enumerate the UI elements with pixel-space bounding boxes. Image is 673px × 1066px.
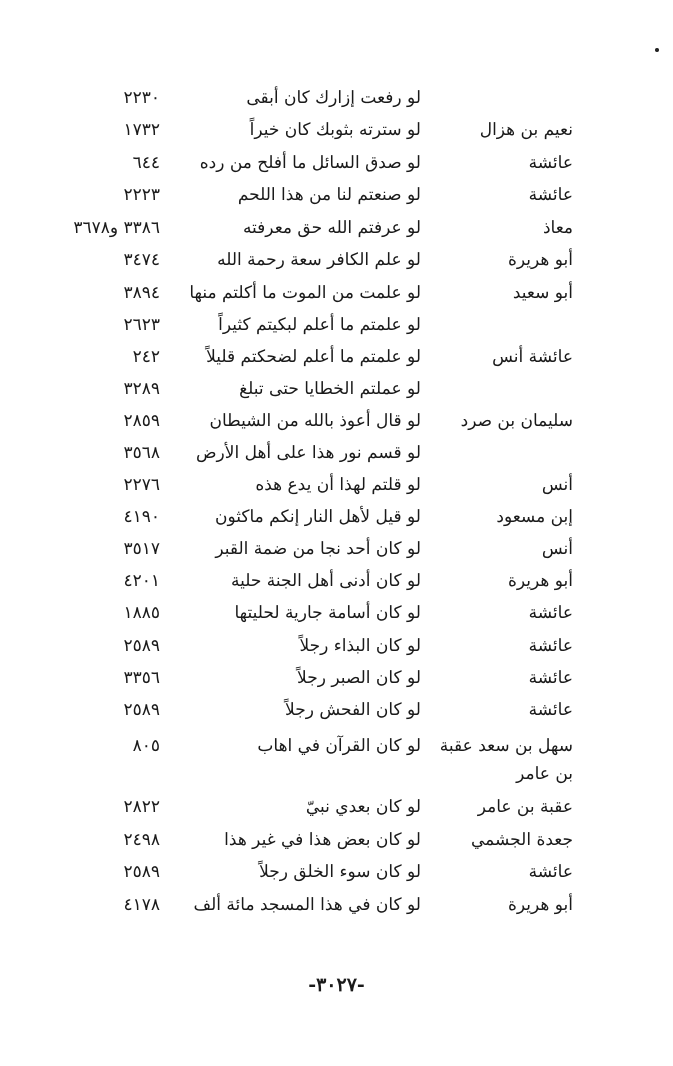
narrator-name: عائشة — [528, 636, 573, 656]
hadith-number: ٣٣٨٦ و٣٦٧٨ — [73, 218, 160, 238]
index-row — [0, 277, 673, 309]
narrator-name: أبو سعيد — [512, 283, 573, 303]
index-row — [0, 114, 673, 146]
hadith-text: لو عملتم الخطايا حتى تبلغ — [239, 379, 421, 399]
index-row — [0, 82, 673, 114]
narrator-name: معاذ — [542, 218, 573, 238]
index-row — [0, 856, 673, 888]
hadith-text: لو كان بعض هذا في غير هذا — [224, 830, 421, 850]
narrator-continuation: بن عامر — [516, 764, 573, 784]
margin-dot — [655, 48, 659, 52]
index-row — [0, 791, 673, 823]
index-row — [0, 147, 673, 179]
hadith-text: لو علمتم ما أعلم لضحكتم قليلاً — [206, 347, 421, 367]
hadith-text: لو كان أحد نجا من ضمة القبر — [215, 539, 421, 559]
hadith-text: لو كان أدنى أهل الجنة حلية — [231, 571, 421, 591]
index-row — [0, 469, 673, 501]
hadith-text: لو كان الصبر رجلاً — [297, 668, 421, 688]
hadith-text: لو سترته بثوبك كان خيراً — [249, 120, 421, 140]
hadith-text: لو علمتم ما أعلم لبكيتم كثيراً — [218, 315, 421, 335]
narrator-name: عائشة — [528, 603, 573, 623]
narrator-name: جعدة الجشمي — [471, 830, 573, 850]
index-row — [0, 501, 673, 533]
hadith-number: ٢٦٢٣ — [123, 315, 160, 335]
index-row — [0, 824, 673, 856]
hadith-text: لو عرفتم الله حق معرفته — [242, 218, 421, 238]
hadith-number: ٢٢٢٣ — [123, 185, 160, 205]
hadith-number: ١٨٨٥ — [123, 603, 160, 623]
hadith-text: لو كان سوء الخلق رجلاً — [259, 862, 421, 882]
narrator-name: عائشة — [528, 185, 573, 205]
hadith-number: ٣٤٧٤ — [123, 250, 160, 270]
hadith-number: ٢٥٨٩ — [123, 636, 160, 656]
narrator-name: عائشة — [528, 700, 573, 720]
narrator-name: سليمان بن صرد — [460, 411, 573, 431]
narrator-name: أنس — [541, 539, 573, 559]
index-row — [0, 179, 673, 211]
hadith-number: ٢٨٥٩ — [123, 411, 160, 431]
hadith-number: ٦٤٤ — [132, 153, 160, 173]
hadith-text: لو قيل لأهل النار إنكم ماكثون — [214, 507, 421, 527]
index-row — [0, 630, 673, 662]
hadith-text: لو علمت من الموت ما أكلتم منها — [189, 283, 421, 303]
hadith-text: لو كان البذاء رجلاً — [299, 636, 421, 656]
hadith-number: ٢٨٢٢ — [123, 797, 160, 817]
hadith-text: لو كان في هذا المسجد مائة ألف — [193, 895, 421, 915]
hadith-number: ٤١٧٨ — [123, 895, 160, 915]
narrator-name: نعيم بن هزال — [479, 120, 573, 140]
index-row — [0, 533, 673, 565]
hadith-text: لو كان بعدي نبيّ — [305, 797, 421, 817]
index-row — [0, 373, 673, 405]
narrator-name: عائشة — [528, 153, 573, 173]
index-row — [0, 244, 673, 276]
narrator-name: أبو هريرة — [507, 571, 573, 591]
hadith-text: لو صدق السائل ما أفلح من رده — [199, 153, 421, 173]
narrator-name: أنس — [541, 475, 573, 495]
narrator-name: عائشة — [528, 862, 573, 882]
hadith-text: لو رفعت إزارك كان أبقى — [246, 88, 421, 108]
hadith-number: ٣٨٩٤ — [123, 283, 160, 303]
narrator-name: أبو هريرة — [507, 250, 573, 270]
index-row — [0, 341, 673, 373]
hadith-text: لو كان القرآن في اهاب — [257, 736, 421, 756]
hadith-number: ٢٢٣٠ — [123, 88, 160, 108]
index-row — [0, 437, 673, 469]
hadith-number: ٣٥٦٨ — [123, 443, 160, 463]
narrator-name: إبن مسعود — [496, 507, 573, 527]
hadith-text: لو كان أسامة جارية لحليتها — [234, 603, 421, 623]
hadith-number: ٨٠٥ — [132, 736, 160, 756]
hadith-number: ٢٤٢ — [132, 347, 160, 367]
hadith-number: ٣٣٥٦ — [123, 668, 160, 688]
index-row — [0, 597, 673, 629]
narrator-name: عائشة أنس — [492, 347, 573, 367]
hadith-number: ٣٢٨٩ — [123, 379, 160, 399]
hadith-number: ٤١٩٠ — [123, 507, 160, 527]
index-row — [0, 212, 673, 244]
hadith-number: ٢٥٨٩ — [123, 700, 160, 720]
hadith-number: ٢٥٨٩ — [123, 862, 160, 882]
hadith-text: لو علم الكافر سعة رحمة الله — [217, 250, 421, 270]
hadith-number: ٣٥١٧ — [123, 539, 160, 559]
hadith-number: ٢٢٧٦ — [123, 475, 160, 495]
index-row — [0, 565, 673, 597]
index-row — [0, 694, 673, 726]
hadith-number: ١٧٣٢ — [123, 120, 160, 140]
hadith-text: لو قال أعوذ بالله من الشيطان — [209, 411, 421, 431]
narrator-name: عقبة بن عامر — [477, 797, 573, 817]
hadith-text: لو كان الفحش رجلاً — [285, 700, 421, 720]
index-row — [0, 662, 673, 694]
index-row — [0, 889, 673, 921]
index-row — [0, 405, 673, 437]
hadith-number: ٢٤٩٨ — [123, 830, 160, 850]
hadith-text: لو صنعتم لنا من هذا اللحم — [237, 185, 421, 205]
narrator-name: عائشة — [528, 668, 573, 688]
hadith-text: لو قسم نور هذا على أهل الأرض — [195, 443, 421, 463]
hadith-text: لو قلتم لهذا أن يدع هذه — [255, 475, 421, 495]
index-row — [0, 309, 673, 341]
narrator-name: أبو هريرة — [507, 895, 573, 915]
page-number: -٣٠٢٧- — [308, 974, 365, 996]
hadith-number: ٤٢٠١ — [123, 571, 160, 591]
narrator-name: سهل بن سعد عقبة — [439, 736, 573, 756]
